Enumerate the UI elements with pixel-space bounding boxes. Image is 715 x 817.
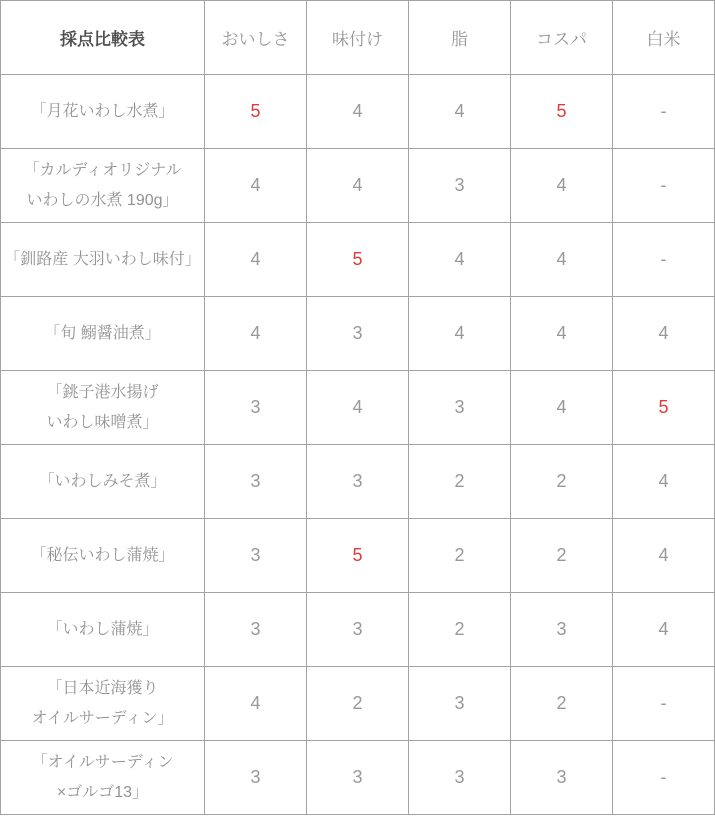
score-cell: 2 (511, 519, 613, 593)
table-row (1, 445, 715, 519)
header-row (1, 1, 715, 75)
score-cell: - (613, 223, 715, 297)
score-cell: 3 (205, 593, 307, 667)
score-cell: 2 (511, 667, 613, 741)
score-cell: 5 (205, 75, 307, 149)
column-header-seasoning: 味付け (307, 1, 409, 75)
table-row (1, 149, 715, 223)
score-cell: 4 (205, 297, 307, 371)
score-cell: 3 (409, 741, 511, 815)
product-name-cell: 「釧路産 大羽いわし味付」 (1, 223, 205, 297)
score-cell: 3 (409, 149, 511, 223)
score-cell: 3 (307, 297, 409, 371)
column-header-taste: おいしさ (205, 1, 307, 75)
column-header-cospa: コスパ (511, 1, 613, 75)
score-cell: 4 (613, 593, 715, 667)
score-cell: 4 (409, 75, 511, 149)
product-name-cell: 「秘伝いわし蒲焼」 (1, 519, 205, 593)
score-cell: 3 (205, 741, 307, 815)
score-cell: 3 (205, 519, 307, 593)
score-cell: - (613, 149, 715, 223)
score-cell: 4 (205, 667, 307, 741)
score-cell: - (613, 741, 715, 815)
score-cell: 4 (613, 297, 715, 371)
score-cell: 3 (307, 445, 409, 519)
score-cell: 4 (205, 149, 307, 223)
score-cell: 5 (511, 75, 613, 149)
table-row (1, 519, 715, 593)
score-cell: 4 (511, 371, 613, 445)
score-cell: 2 (409, 593, 511, 667)
score-cell: 4 (307, 371, 409, 445)
score-cell: 3 (205, 445, 307, 519)
column-header-fat: 脂 (409, 1, 511, 75)
score-cell: 5 (307, 223, 409, 297)
table-row (1, 593, 715, 667)
score-cell: 3 (511, 741, 613, 815)
score-cell: 3 (307, 741, 409, 815)
product-name-cell: 「いわしみそ煮」 (1, 445, 205, 519)
column-header-rice: 白米 (613, 1, 715, 75)
table-row (1, 741, 715, 815)
table-row (1, 371, 715, 445)
score-cell: 2 (409, 519, 511, 593)
score-cell: - (613, 75, 715, 149)
score-cell: 4 (511, 223, 613, 297)
score-cell: 2 (307, 667, 409, 741)
score-cell: 3 (205, 371, 307, 445)
product-name-cell: 「銚子港水揚げ いわし味噌煮」 (1, 371, 205, 445)
table-title: 採点比較表 (1, 1, 205, 75)
product-name-cell: 「カルディオリジナル いわしの水煮 190g」 (1, 149, 205, 223)
score-cell: 5 (613, 371, 715, 445)
table-row (1, 223, 715, 297)
table-row (1, 667, 715, 741)
score-cell: 4 (409, 297, 511, 371)
product-name-cell: 「オイルサーディン ×ゴルゴ13」 (1, 741, 205, 815)
score-cell: 4 (511, 149, 613, 223)
score-cell: 2 (511, 445, 613, 519)
score-cell: 2 (409, 445, 511, 519)
product-name-cell: 「いわし蒲焼」 (1, 593, 205, 667)
table-body (1, 75, 715, 815)
score-cell: 4 (205, 223, 307, 297)
score-cell: 4 (511, 297, 613, 371)
product-name-cell: 「月花いわし水煮」 (1, 75, 205, 149)
score-cell: 5 (307, 519, 409, 593)
score-cell: - (613, 667, 715, 741)
product-name-cell: 「日本近海獲り オイルサーディン」 (1, 667, 205, 741)
product-name-cell: 「旬 鰯醤油煮」 (1, 297, 205, 371)
score-cell: 3 (409, 371, 511, 445)
table-row (1, 297, 715, 371)
score-cell: 4 (613, 445, 715, 519)
score-cell: 3 (511, 593, 613, 667)
score-cell: 3 (307, 593, 409, 667)
score-cell: 4 (307, 75, 409, 149)
table-row (1, 75, 715, 149)
score-cell: 4 (613, 519, 715, 593)
score-cell: 3 (409, 667, 511, 741)
score-cell: 4 (307, 149, 409, 223)
score-cell: 4 (409, 223, 511, 297)
